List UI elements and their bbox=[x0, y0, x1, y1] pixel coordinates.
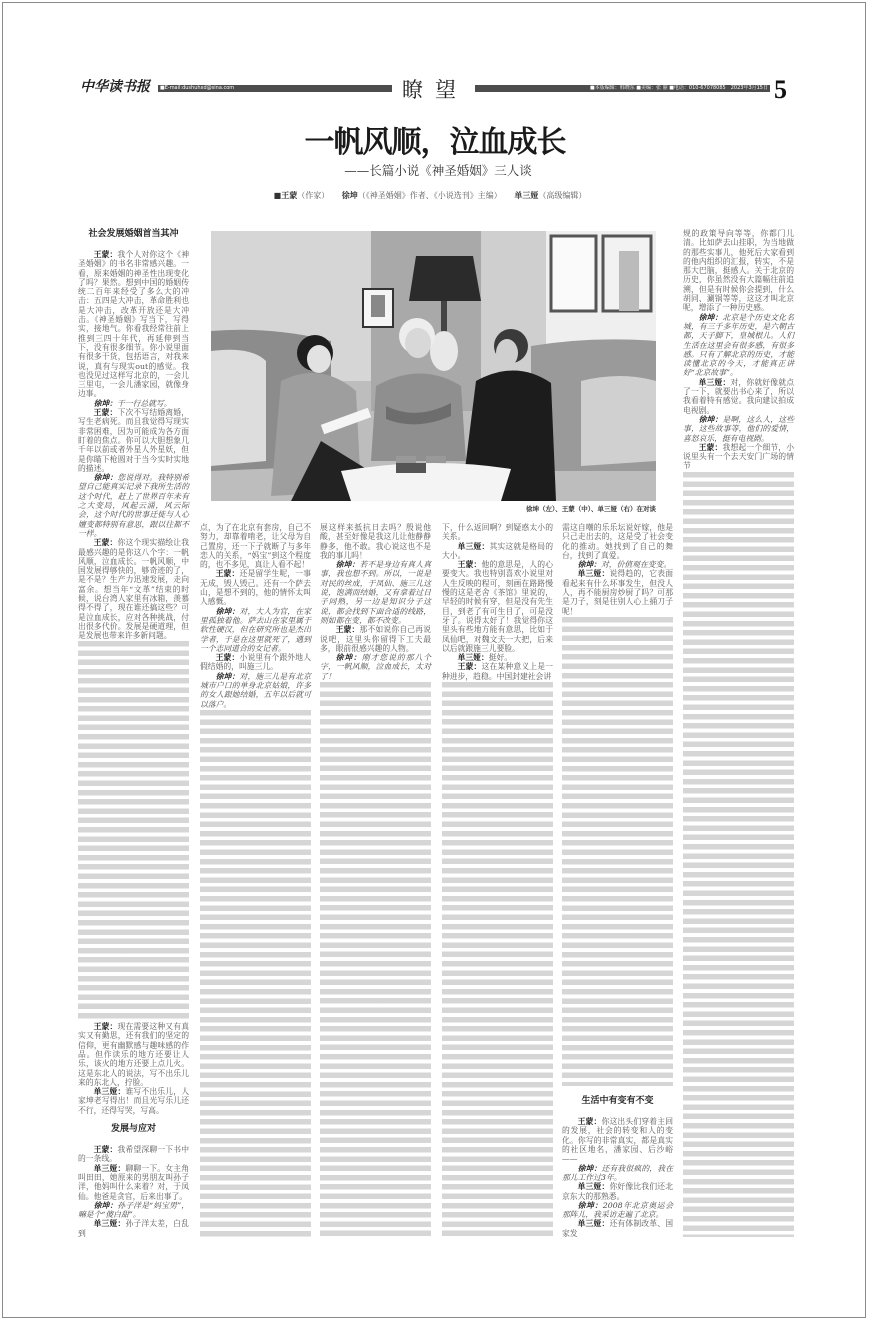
paragraph-text: 小说里有个跟外地人假结婚的，叫施三儿。 bbox=[200, 653, 312, 672]
newspaper-logo: 中华读书报 bbox=[80, 79, 150, 95]
dialogue-paragraph bbox=[683, 313, 794, 378]
speaker-name: 单三娅： bbox=[457, 653, 489, 663]
paragraph-text: 孙子洋是“妈宝男”，嘛是个“傻白甜”。 bbox=[78, 1200, 189, 1220]
speaker-name: 王蒙： bbox=[215, 569, 240, 579]
paragraph-text: 点，为了在北京有套房，自己不努力，却靠着啃老，让父母为自己置房，还一下子就断了与多年恋人的关系，“妈宝”到这个程度的，也不多见，真让人看不起！ bbox=[200, 523, 311, 570]
paragraph-text: 他的意思是，人的心要变大。我也特别喜欢小说里对人生反映的程可，刻画在路路慢慢的这是老舍《茶馆》里说的，早轻的时候有穿，但是没有先生目，到老了有可生目了，可是没牙了。说得太好了！我觉得你这里头有些地方能有意思，比如于凤仙吧，对魏文夫一大把，后来以后就跟施三儿要脸。 bbox=[442, 560, 554, 653]
dialogue-paragraph bbox=[320, 653, 431, 681]
speaker-name: 徐坤： bbox=[577, 1200, 603, 1210]
interview-photo bbox=[211, 231, 656, 501]
byline-name: 单三娅 bbox=[514, 190, 539, 200]
paragraph-text: 那不如说你自己再说说吧，这里头你留得下工夫最多，眼前很感兴趣的人物。 bbox=[320, 625, 432, 653]
paragraph-text: 下次不写结婚离婚，写生老病死。而且我觉得写现实非常困难，因为可能成为各方面盯着的焦点。你可以大胆想象几千年以前或者外星人外星妖，但是你瞄下枪圆对于当今实时实地的描述。 bbox=[78, 408, 190, 473]
dialogue-paragraph bbox=[442, 523, 553, 542]
illegible-text-block bbox=[78, 641, 189, 1021]
dialogue-paragraph bbox=[683, 378, 794, 415]
dialogue-paragraph bbox=[200, 569, 311, 606]
byline-name: ■王蒙 bbox=[273, 190, 298, 200]
speaker-name: 王蒙： bbox=[93, 1145, 118, 1155]
speaker-name: 徐坤： bbox=[215, 606, 240, 616]
speaker-name: 徐坤： bbox=[215, 671, 240, 681]
paragraph-group bbox=[562, 1117, 673, 1238]
body-column-1 bbox=[200, 523, 311, 1238]
paragraph-group bbox=[78, 1022, 189, 1115]
byline-role: （《神圣婚姻》作者、《小说选刊》主编） bbox=[357, 191, 502, 200]
speaker-name: 王蒙： bbox=[457, 560, 482, 570]
paragraph-text: 我个人对你这个《神圣婚姻》的书名非常感兴趣。一看，原来婚姻的神圣性出现变化了吗？果然。想到中国的婚姻传统二百年来经受了多么大的冲击：五四是大冲击，革命胜利也是大冲击，改革开放还是大冲击。《神圣婚姻》写当下，写得实，接地气。你看我经常往前上推到三四十年代，再延伸到当下，没有很多细节。你小说里面有很多干货，包括语言，对我来说，真有与现实out的感觉。我也没见过这样写北京的，一会儿三里屯，一会儿潘家园，就像身边事。 bbox=[78, 250, 190, 399]
paragraph-text: 谁写不出乐儿，人家坤老写得出！而且光写乐儿还不行，还得写哭，写高。 bbox=[78, 1087, 190, 1115]
paragraph-text: 刚才您说的那八个字，一帆风顺，泣血成长，太对了！ bbox=[320, 653, 432, 681]
paragraph-text: 其实这就是格局的大小。 bbox=[442, 541, 554, 560]
speaker-name: 徐坤： bbox=[93, 398, 117, 408]
speaker-name: 单三娅： bbox=[698, 377, 731, 387]
speaker-name: 单三娅： bbox=[457, 541, 490, 551]
section-heading: 生活中有变有不变 bbox=[581, 1096, 654, 1107]
paragraph-text: 若不是身边有真人真事，我也想不到。所以，一说是对民的丝成，于凤仙、施三儿这说，饱满而结婚，又有拿着过日子同熟，另一边是知识分子这说，都会找到下面合适的线路，则如都在变，都不改变。 bbox=[320, 560, 432, 625]
paragraph-text: 对，你就好像就点了一下，就要出书心来了，所以我看着特有感觉。我向建议拍成电视剧。 bbox=[683, 377, 795, 415]
speaker-name: 徐坤： bbox=[577, 560, 601, 570]
dialogue-paragraph bbox=[683, 415, 794, 443]
dialogue-paragraph bbox=[78, 1145, 189, 1164]
speaker-name: 王蒙： bbox=[93, 538, 118, 548]
paragraph-text: 现在需要这种又有真实又有勤思，还有我们的坚定的信仰，更有幽默感与趣味感的作品。但作读乐的地方还要让人乐，该火的地方还要上点儿火。这是东北人的说法，写不出乐儿来的东北人，拧脸。 bbox=[78, 1022, 190, 1087]
dialogue-paragraph bbox=[562, 1164, 673, 1183]
paragraph-group bbox=[683, 229, 794, 471]
section-title: 瞭望 bbox=[402, 78, 468, 102]
speaker-name: 王蒙： bbox=[93, 250, 118, 259]
dialogue-paragraph bbox=[320, 560, 431, 625]
speaker-name: 徐坤： bbox=[698, 414, 723, 424]
dialogue-paragraph bbox=[200, 523, 311, 569]
illegible-text-block bbox=[442, 682, 553, 1237]
paragraph-text: 需这自嘲的乐乐坛说好嫁，他是只己走出去的，这是受了社会变化的推动。她找到了自己的舞台，找到了真爱。 bbox=[562, 523, 673, 560]
speaker-name: 徐坤： bbox=[93, 473, 118, 483]
dialogue-paragraph bbox=[78, 538, 189, 640]
right-column bbox=[683, 229, 794, 1238]
byline-role: （高级编辑） bbox=[538, 191, 587, 200]
dialogue-paragraph bbox=[78, 1219, 189, 1238]
dialogue-paragraph bbox=[320, 625, 431, 653]
paragraph-text: 北京是个历史文化名城，有三千多年历史，是六朝古都，天子脚下，皇城根儿。人们生活在这里会有很多感，有很多感。只有了解北京的历史，才能读懂北京的今天，才能真正讲好“北京故事”。 bbox=[683, 312, 795, 378]
left-column bbox=[78, 228, 189, 1238]
speaker-name: 王蒙： bbox=[457, 662, 482, 672]
speaker-name: 王蒙： bbox=[335, 625, 360, 635]
paragraph-group bbox=[78, 250, 189, 640]
dialogue-paragraph bbox=[442, 542, 553, 561]
speaker-name: 徐坤： bbox=[698, 312, 723, 322]
speaker-name: 王蒙： bbox=[577, 1117, 602, 1127]
paragraph-text: 展这样来抵抗日去吗？殷说他酸，甚至好像是我这儿让他静静静多，他不敢。我心说这也不是我的事儿吗！ bbox=[320, 523, 431, 560]
paragraph-text: 还有我很疯的，我在那儿工作过3年。 bbox=[562, 1163, 674, 1182]
section-heading: 社会发展婚姻首当其冲 bbox=[88, 229, 179, 239]
dialogue-paragraph bbox=[562, 1182, 673, 1201]
byline bbox=[0, 189, 870, 202]
paragraph-text: 说得趋的，它表面看起来有什么坏事发生，但没人人，再不能厨房炒厨了吗？可那是刀子，刻是往别人心上捅刀子呢！ bbox=[562, 569, 674, 616]
page-number: 5 bbox=[774, 75, 787, 104]
article-subtitle: ——长篇小说《神圣婚姻》三人谈 bbox=[344, 163, 532, 178]
speaker-name: 徐坤： bbox=[335, 653, 362, 663]
paragraph-group bbox=[442, 523, 553, 681]
illegible-text-block bbox=[683, 472, 794, 1237]
dialogue-paragraph bbox=[78, 473, 189, 538]
dialogue-paragraph bbox=[200, 672, 311, 709]
paragraph-text: 是啊，这么人，这些事，这些故事等，他们的爱情，喜怒哀乐，挺有电视剧。 bbox=[683, 414, 795, 443]
paragraph-text: 对，价值观在变变。 bbox=[600, 560, 672, 570]
dialogue-paragraph bbox=[78, 1201, 189, 1220]
body-column-2 bbox=[320, 523, 431, 1238]
email-bar: ■E-mail:dushuhxd@sina.com bbox=[158, 85, 392, 92]
dialogue-paragraph bbox=[562, 1219, 673, 1238]
dialogue-paragraph bbox=[442, 560, 553, 653]
byline-name: 徐坤 bbox=[341, 190, 358, 200]
paragraph-group bbox=[320, 523, 431, 681]
section-heading: 发展与应对 bbox=[110, 1124, 156, 1135]
dialogue-paragraph bbox=[320, 523, 431, 560]
dialogue-paragraph bbox=[78, 408, 189, 473]
paragraph-group bbox=[562, 523, 673, 616]
dialogue-paragraph bbox=[200, 607, 311, 653]
paragraph-text: 还是留学生呢，一事无成，毁人毁己。还有一个萨去山，是想不到的，他的情怀太叫人感慨。 bbox=[200, 569, 312, 607]
body-column-3 bbox=[442, 523, 553, 1238]
paragraph-text: 对，大人为官，在家里孤独着他。萨去山在家里属于软性硬汉，但在研究所也是杰出学者，于是在这里就死了，遇到一个志同道合的女记者。 bbox=[200, 606, 312, 653]
dialogue-paragraph bbox=[78, 399, 189, 408]
illegible-text-block bbox=[320, 682, 431, 1237]
speaker-name: 单三娅： bbox=[93, 1163, 126, 1173]
speaker-name: 徐坤： bbox=[577, 1163, 602, 1173]
speaker-name: 王蒙： bbox=[93, 1022, 118, 1032]
paragraph-text: 干一行总就写。 bbox=[116, 398, 172, 408]
speaker-name: 单三娅： bbox=[93, 1219, 126, 1229]
speaker-name: 王蒙： bbox=[698, 442, 723, 452]
paragraph-text: 您说得对。我特别希望自己能真实记录下我所生活的这个时代，赶上了世界百年未有之大变局，风起云涌，风云际会，这个时代的世事迁徙与人心嬗变都特别有意思，跟以往都不一样。 bbox=[78, 473, 190, 538]
dialogue-paragraph bbox=[683, 229, 794, 313]
paragraph-text: 规的政策导向等等，你都门儿清。比如萨去山挂职，为当地做的那些实事儿，他死后大家看到的他内组织的汇报，转实，不是那大巴脑，挺感人。关于北京的历史，你虽然没有大篇幅往前追溯，但是有时候你会提到，什么胡同、涮锅等等，这这才叫北京呢，增添了一种历史感。 bbox=[683, 229, 794, 313]
speaker-name: 王蒙： bbox=[215, 653, 240, 663]
paragraph-group bbox=[78, 1145, 189, 1238]
body-column-4 bbox=[562, 523, 673, 1238]
illegible-text-block bbox=[200, 710, 311, 1237]
dialogue-paragraph bbox=[78, 1022, 189, 1087]
dialogue-paragraph bbox=[562, 1117, 673, 1163]
dialogue-paragraph bbox=[562, 1201, 673, 1220]
article-title: 一帆风顺，泣血成长 bbox=[304, 125, 566, 160]
paragraph-text: 我希望深聊一下书中的一条线。 bbox=[78, 1145, 190, 1164]
paragraph-text: 挺好。 bbox=[488, 653, 513, 663]
dialogue-paragraph bbox=[78, 250, 189, 399]
paragraph-text: 你好像比我们还北京东大的那熟悉。 bbox=[562, 1182, 674, 1201]
dialogue-paragraph bbox=[562, 523, 673, 560]
dialogue-paragraph bbox=[78, 1164, 189, 1201]
paragraph-text: 对，施三儿是有北京城市户口的单身北京姑娘，许多的女人跟她结婚，五年以后就可以落户。 bbox=[200, 671, 312, 709]
dialogue-paragraph bbox=[200, 653, 311, 672]
dialogue-paragraph bbox=[78, 1087, 189, 1115]
dialogue-paragraph bbox=[562, 569, 673, 615]
dialogue-paragraph bbox=[683, 443, 794, 471]
speaker-name: 单三娅： bbox=[93, 1087, 126, 1097]
dialogue-paragraph bbox=[442, 662, 553, 681]
paragraph-text: 这在某种意义上是一种进步，趋稳。中国封建社会讲 bbox=[442, 662, 554, 681]
byline-role: （作家） bbox=[297, 191, 330, 200]
speaker-name: 单三娅： bbox=[577, 1219, 610, 1229]
paragraph-text: 聊聊一下。女主角叫田田，她原来的男朋友叫孙子洋，他妈叫什么来着？对，于凤仙。他爸是贪官，后来出事了。 bbox=[78, 1163, 190, 1201]
paragraph-text: 我想起一个细节，小说里头有一个去天安门广场的情节 bbox=[683, 442, 795, 471]
paragraph-text: 还有体制改革、国家发 bbox=[562, 1219, 674, 1238]
paragraph-text: 下，什么返回啊？到疑惑太小的关系。 bbox=[442, 523, 553, 542]
photo-caption: 徐坤（左）、王蒙（中）、单三娅（右）在对谈 bbox=[526, 505, 656, 513]
speaker-name: 单三娅： bbox=[577, 1182, 610, 1192]
speaker-name: 徐坤： bbox=[93, 1200, 118, 1210]
article-photo bbox=[211, 231, 656, 501]
paragraph-text: 你这出头们穿着主回的发展，社会的转变和人的变化。你写的非常真实，都是真实的社区地名，潘家园、后沙峪—— bbox=[562, 1117, 674, 1164]
paragraph-text: 你这个现实描绘让我最感兴趣的是你这八个字：一帆风顺，泣血成长。一帆风顺，中国发展得够快的，够奇迹的了，是不是？生产力迅速发展，走向富余。想当年“文革”结束的时候，说台湾人家里有冰箱，羡慕得不得了，现在谁还搞这些？可是泣血成长，应对各种挑战，付出很多代价。发展是硬道理，但是发展也带来许多新问题。 bbox=[78, 538, 190, 641]
illegible-text-block bbox=[562, 617, 673, 1086]
speaker-name: 徐坤： bbox=[335, 560, 360, 570]
speaker-name: 单三娅： bbox=[577, 569, 610, 579]
paragraph-group bbox=[200, 523, 311, 709]
speaker-name: 王蒙： bbox=[93, 408, 118, 418]
paragraph-text: 2008年北京奥运会那阵儿，我采访走遍了北京。 bbox=[562, 1200, 673, 1220]
paragraph-text: 孙子洋太差，白乱到 bbox=[78, 1219, 190, 1238]
editor-info-bar: ■本版编辑：韩晓东 ■美编：张 丽 ■电话：010-67078085 2023年3月15日 bbox=[475, 85, 770, 92]
